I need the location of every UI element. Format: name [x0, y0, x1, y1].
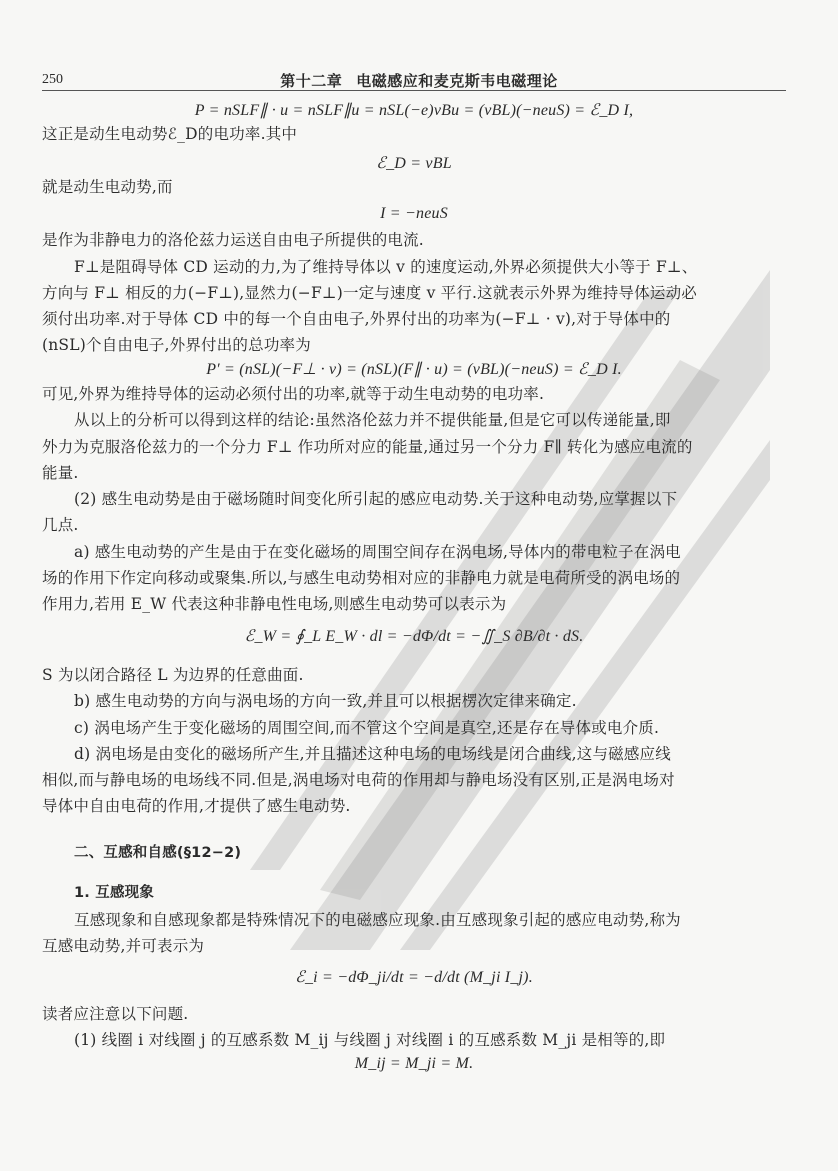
paragraph-text: 互感电动势,并可表示为	[42, 937, 205, 955]
paragraph-text: 读者应注意以下问题.	[42, 1005, 189, 1023]
paragraph-text: F⊥是阻碍导体 CD 运动的力,为了维持导体以 v 的速度运动,外界必须提供大小等于 F⊥、	[74, 258, 698, 276]
paragraph-text: S 为以闭合路径 L 为边界的任意曲面.	[42, 666, 304, 684]
paragraph-text: 几点.	[42, 516, 79, 534]
paragraph-text: 可见,外界为维持导体的运动必须付出的功率,就等于动生电动势的电功率.	[42, 385, 545, 403]
paragraph-text: 方向与 F⊥ 相反的力(−F⊥),显然力(−F⊥)一定与速度 v 平行.这就表示外界为维持导体运动必	[42, 284, 697, 302]
section-heading: 二、互感和自感(§12−2)	[74, 845, 242, 861]
paragraph-text: 能量.	[42, 464, 79, 482]
chapter-title: 电磁感应和麦克斯韦电磁理论	[356, 72, 558, 90]
equation-induced-emf: ℰ_W = ∮_L E_W · dl = −dΦ/dt = −∬_S ∂B/∂t · dS.	[244, 628, 584, 645]
paragraph-text: c) 涡电场产生于变化磁场的周围空间,而不管这个空间是真空,还是存在导体或电介质.	[74, 719, 660, 737]
paragraph-text: 从以上的分析可以得到这样的结论:虽然洛伦兹力并不提供能量,但是它可以传递能量,即	[74, 411, 671, 429]
paragraph-text: 互感现象和自感现象都是特殊情况下的电磁感应现象.由互感现象引起的感应电动势,称为	[74, 911, 681, 929]
paragraph-text: 相似,而与静电场的电场线不同.但是,涡电场对电荷的作用却与静电场没有区别,正是涡电场对	[42, 771, 675, 789]
page-number: 250	[42, 72, 63, 87]
paragraph-text: 导体中自由电荷的作用,才提供了感生电动势.	[42, 797, 351, 815]
running-header	[0, 70, 838, 91]
paragraph-text: 这正是动生电动势ℰ_D的电功率.其中	[42, 125, 298, 143]
equation-mutual-inductance: M_ij = M_ji = M.	[354, 1055, 474, 1072]
equation-external-power: P′ = (nSL)(−F⊥ · v) = (nSL)(F∥ · u) = (vBL)(−neuS) = ℰ_D I.	[206, 361, 622, 378]
paragraph-text: (2) 感生电动势是由于磁场随时间变化所引起的感应电动势.关于这种电动势,应掌握以下	[74, 490, 678, 508]
paragraph-text: (nSL)个自由电子,外界付出的总功率为	[42, 336, 311, 354]
paragraph-text: d) 涡电场是由变化的磁场所产生,并且描述这种电场的电场线是闭合曲线,这与磁感应线	[74, 745, 671, 763]
paragraph-text: 须付出功率.对于导体 CD 中的每一个自由电子,外界付出的功率为(−F⊥ · v),对于导体中的	[42, 310, 671, 328]
subsection-heading: 1. 互感现象	[74, 885, 155, 901]
paragraph-text: b) 感生电动势的方向与涡电场的方向一致,并且可以根据楞次定律来确定.	[74, 692, 577, 710]
equation-current: I = −neuS	[380, 205, 448, 222]
paragraph-text: (1) 线圈 i 对线圈 j 的互感系数 M_ij 与线圈 j 对线圈 i 的互感系数 M_ji 是相等的,即	[74, 1031, 666, 1049]
paragraph-text: 外力为克服洛伦兹力的一个分力 F⊥ 作功所对应的能量,通过另一个分力 F∥ 转化为感应电流的	[42, 438, 693, 456]
equation-motional-emf: ℰ_D = vBL	[376, 155, 452, 172]
chapter-label: 第十二章	[280, 72, 343, 90]
equation-power: P = nSLF∥ · u = nSLF∥u = nSL(−e)vBu = (vBL)(−neuS) = ℰ_D I,	[194, 102, 634, 119]
header-rule	[42, 90, 786, 91]
paragraph-text: 是作为非静电力的洛伦兹力运送自由电子所提供的电流.	[42, 231, 424, 249]
paragraph-text: 作用力,若用 E_W 代表这种非静电性电场,则感生电动势可以表示为	[42, 595, 507, 613]
paragraph-text: 场的作用下作定向移动或聚集.所以,与感生电动势相对应的非静电力就是电荷所受的涡电场的	[42, 569, 681, 587]
paragraph-text: 就是动生电动势,而	[42, 178, 173, 196]
paragraph-text: a) 感生电动势的产生是由于在变化磁场的周围空间存在涡电场,导体内的带电粒子在涡电	[74, 543, 681, 561]
equation-mutual-emf: ℰ_i = −dΦ_ji/dt = −d/dt (M_ji I_j).	[295, 969, 533, 986]
